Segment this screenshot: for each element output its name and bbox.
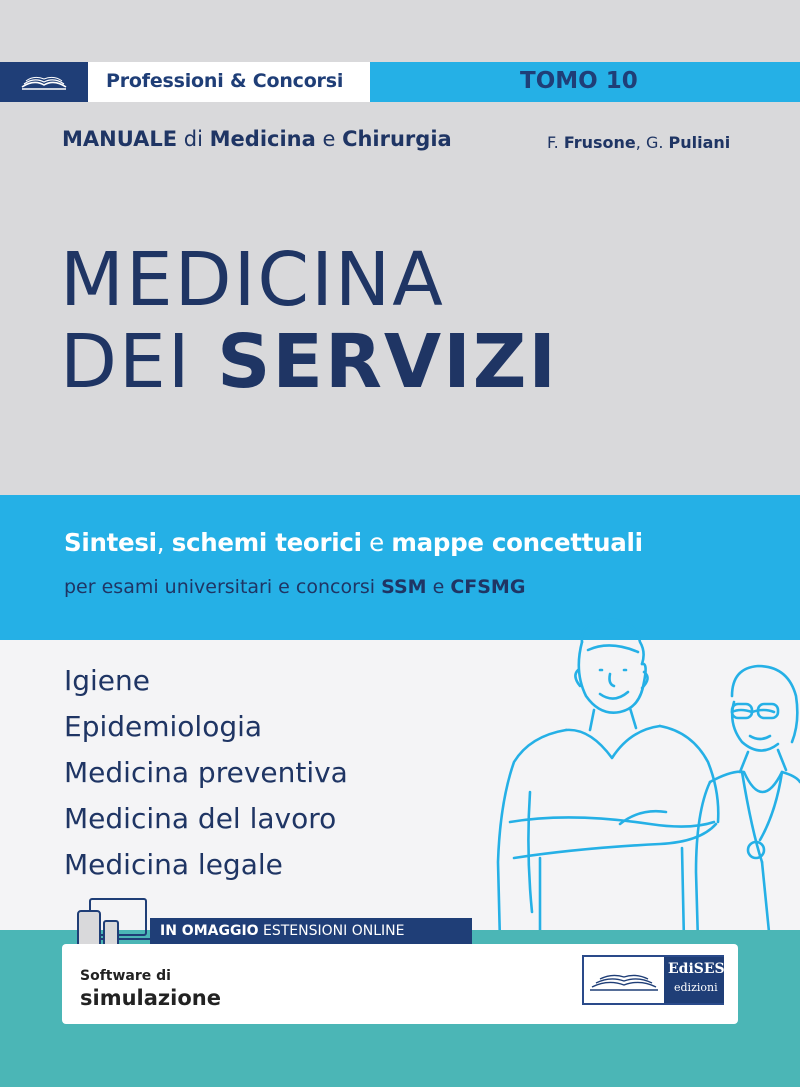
subtitle-word-4: e (361, 528, 392, 557)
subtitle-word-5: mappe concettuali (391, 528, 643, 557)
manual-title (62, 127, 452, 151)
publisher-name: EdiSES (668, 961, 725, 977)
manual-word-5: Chirurgia (342, 127, 452, 151)
topic-item: Medicina preventiva (64, 756, 348, 789)
topic-item: Medicina del lavoro (64, 802, 337, 835)
title-line-2-bold: SERVIZI (217, 319, 558, 405)
doctors-illustration (470, 612, 800, 942)
volume-number: TOMO 10 (520, 68, 638, 94)
publisher-logo (582, 955, 724, 1005)
title-line-2-light: DEI (60, 319, 218, 405)
subtitle-line-2-part-1: per esami universitari e concorsi (64, 576, 382, 598)
author-2-name: Puliani (668, 133, 731, 152)
publisher-book-icon (588, 971, 660, 993)
subtitle-line-2-part-3: e (426, 576, 451, 598)
online-extensions-label (160, 923, 404, 939)
software-label-big: simulazione (80, 986, 221, 1010)
subtitle-word-1: Sintesi (64, 528, 157, 557)
authors (547, 133, 730, 152)
subtitle-line-2-part-2: SSM (381, 576, 427, 598)
author-2-initial: G. (645, 133, 669, 152)
series-label: Professioni & Concorsi (106, 70, 344, 92)
topic-item: Medicina legale (64, 848, 283, 881)
online-extensions-bold: IN OMAGGIO (160, 923, 259, 939)
subtitle-line-2-part-4: CFSMG (450, 576, 526, 598)
title-line-2 (60, 319, 558, 405)
open-book-icon (20, 73, 68, 91)
title-line-1: MEDICINA (60, 237, 445, 323)
author-1-name: Frusone (563, 133, 636, 152)
online-extensions-rest: ESTENSIONI ONLINE (258, 923, 405, 939)
topic-item: Epidemiologia (64, 710, 263, 743)
manual-word-3: Medicina (209, 127, 316, 151)
subtitle-word-2: , (156, 528, 172, 557)
subtitle-word-3: schemi teorici (171, 528, 362, 557)
subtitle-line-1 (64, 528, 643, 557)
topic-item: Igiene (64, 664, 151, 697)
author-1-initial: F. (547, 133, 564, 152)
topics-list (64, 658, 348, 888)
series-logo-block (0, 62, 88, 102)
subtitle-line-2 (64, 576, 525, 598)
manual-word-2: di (177, 127, 210, 151)
publisher-sub: edizioni (674, 981, 718, 994)
manual-word-1: MANUALE (62, 127, 178, 151)
manual-word-4: e (315, 127, 343, 151)
author-separator: , (635, 133, 646, 152)
software-label-small: Software di (80, 968, 171, 984)
devices-icon (76, 897, 156, 949)
